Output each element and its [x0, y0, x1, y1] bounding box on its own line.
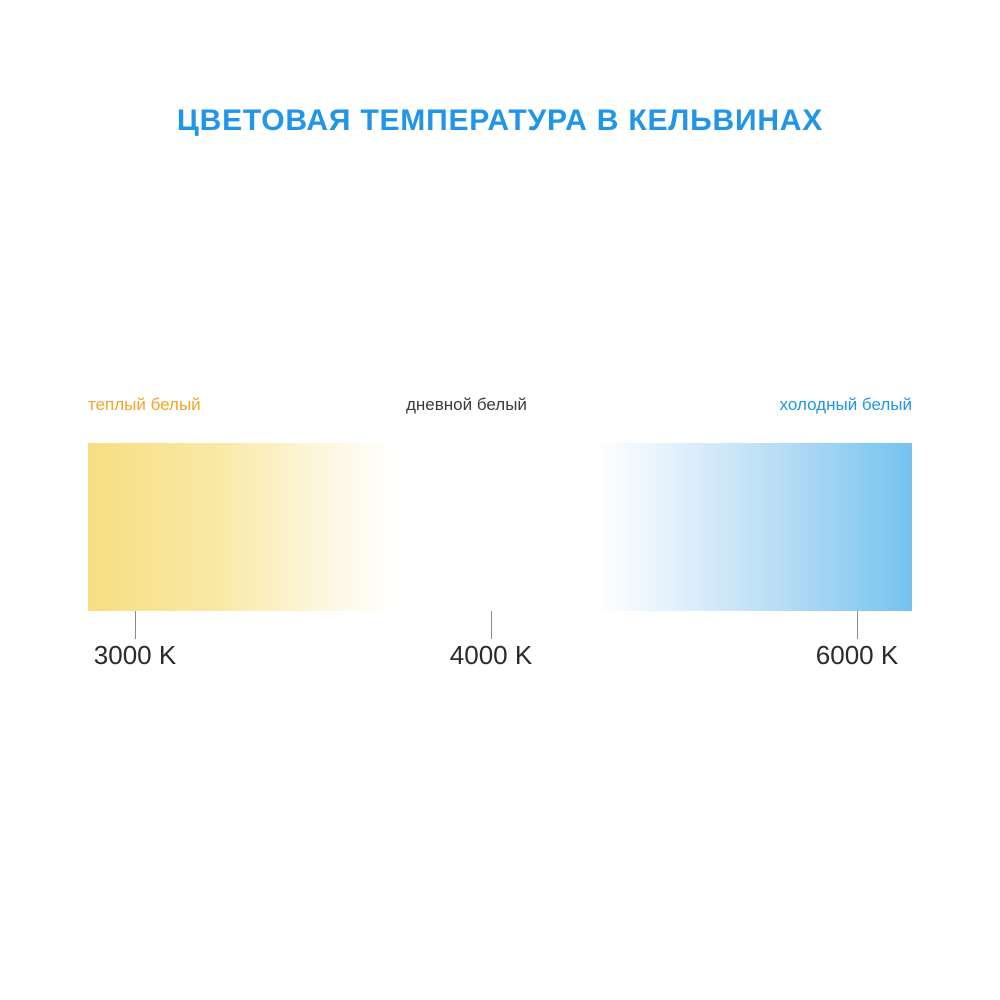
- scale-values: [88, 640, 912, 674]
- value-6000k: 6000 K: [815, 640, 899, 670]
- scale-ticks: [88, 611, 912, 641]
- value-3000k: 3000 K: [93, 640, 177, 670]
- label-daylight-white: дневной белый: [406, 395, 527, 414]
- tick-6000k: [857, 611, 858, 639]
- value-4000k: 4000 K: [449, 640, 533, 670]
- scale-labels: [88, 395, 912, 421]
- page-title: ЦВЕТОВАЯ ТЕМПЕРАТУРА В КЕЛЬВИНАХ: [176, 104, 824, 137]
- label-cool-white: холодный белый: [779, 395, 912, 414]
- tick-3000k: [135, 611, 136, 639]
- temperature-scale: [88, 395, 912, 685]
- tick-4000k: [491, 611, 492, 639]
- gradient-bar-cool: [594, 443, 912, 611]
- gradient-bar-warm: [88, 443, 396, 611]
- label-warm-white: теплый белый: [88, 395, 201, 414]
- gradient-bars: [88, 443, 912, 611]
